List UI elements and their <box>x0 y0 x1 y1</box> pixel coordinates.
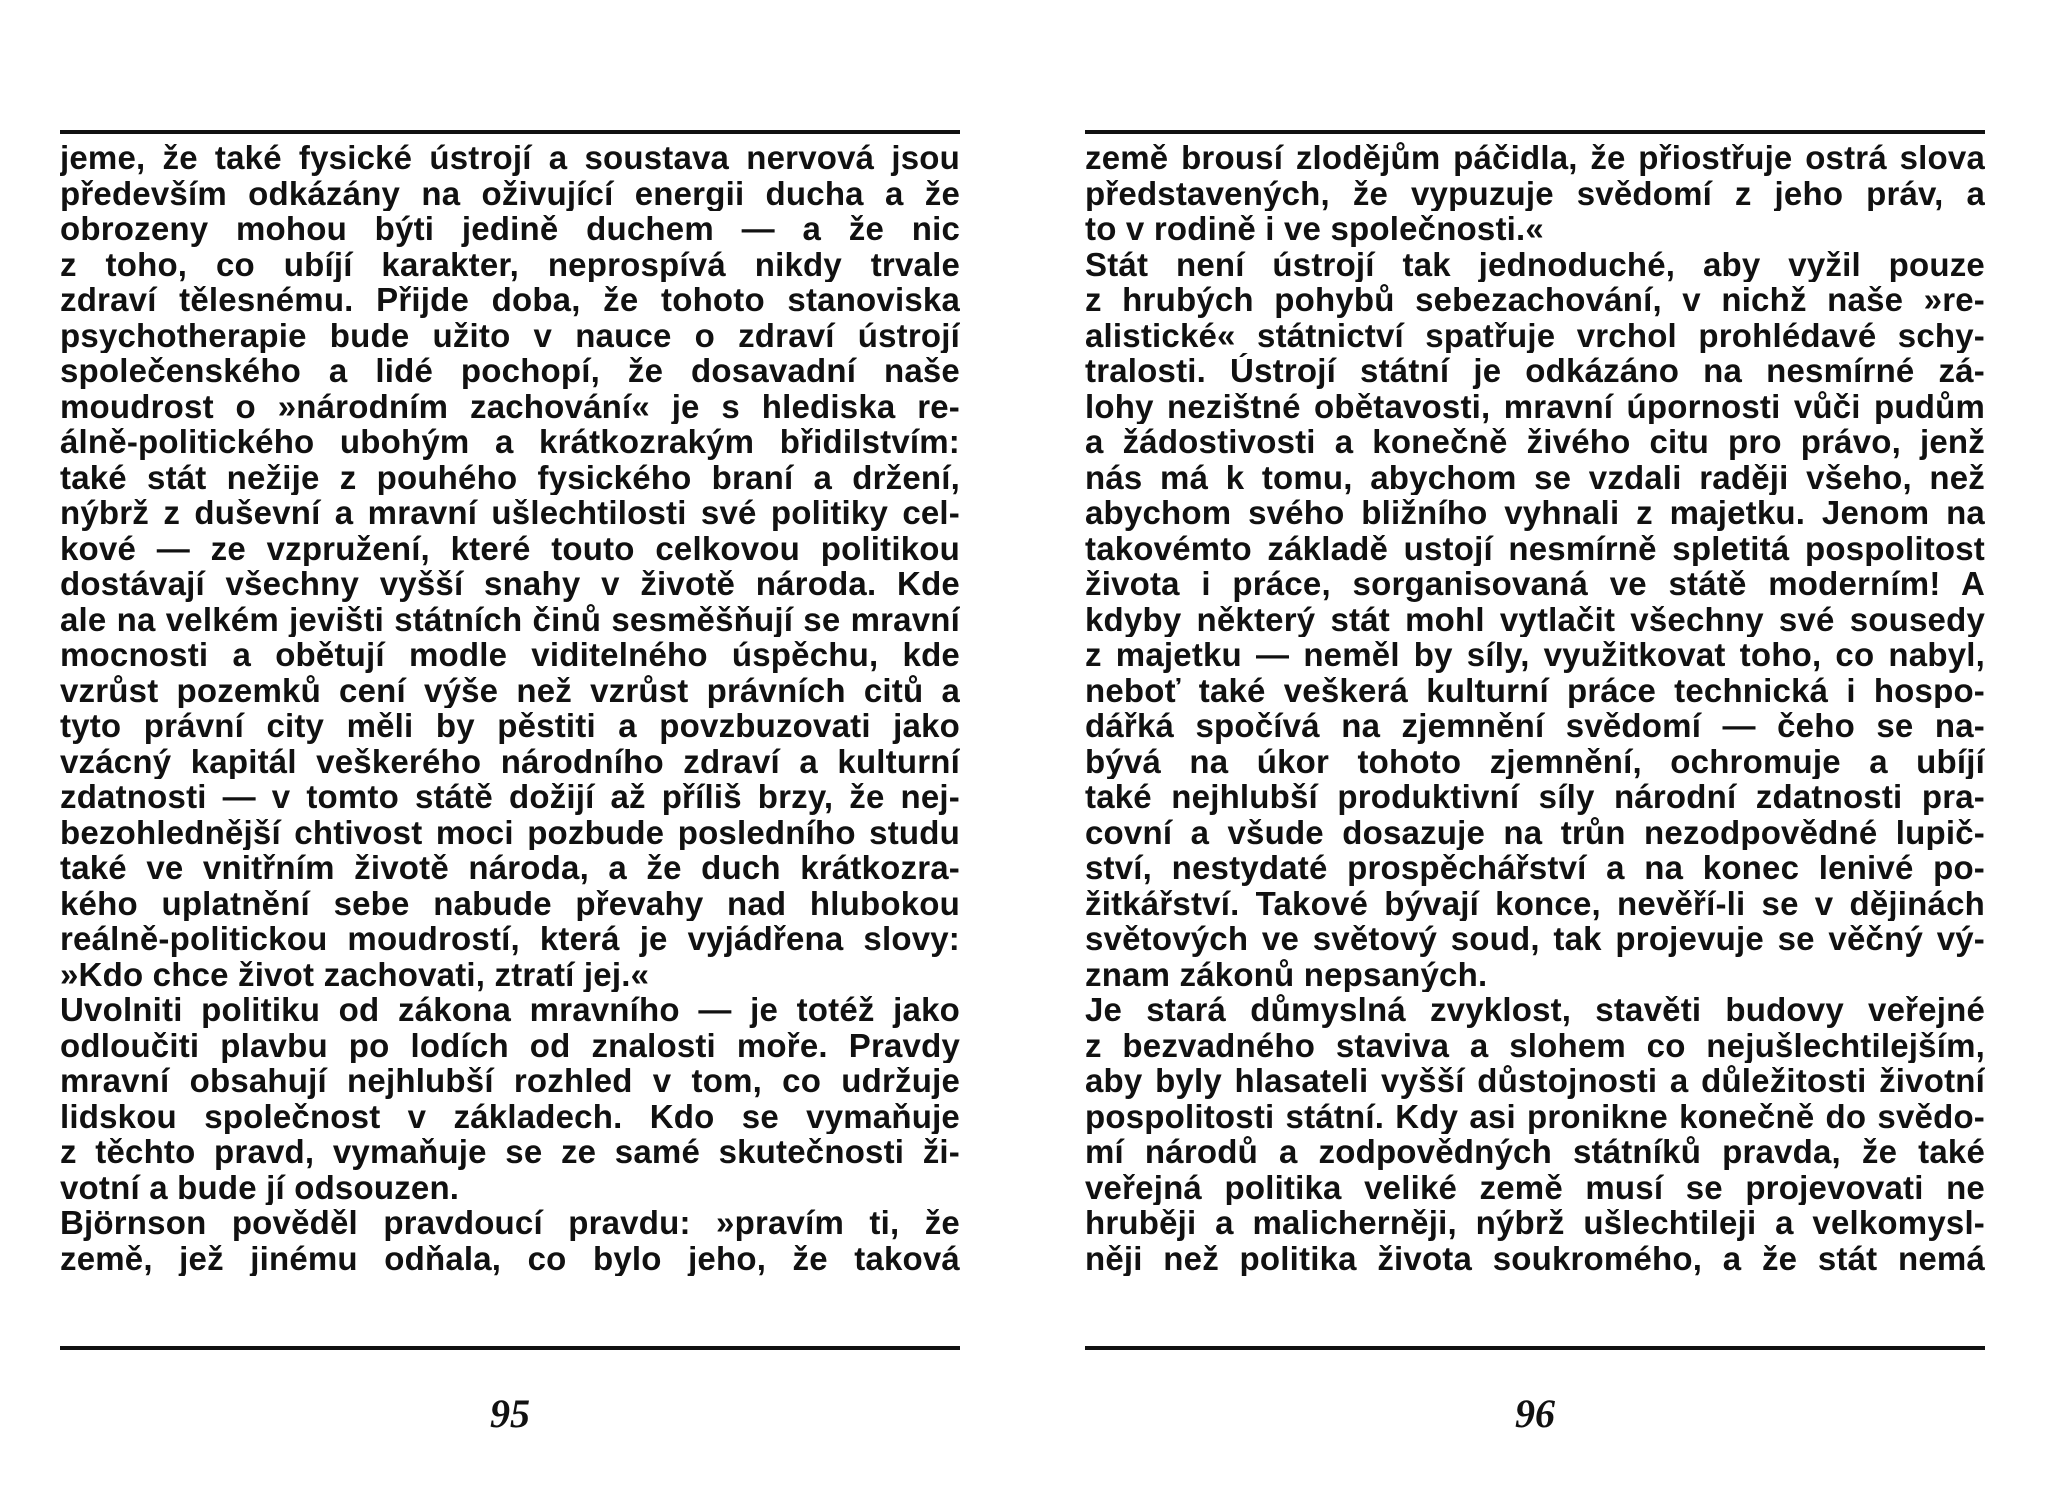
text-line: také ve vnitřním životě národa, a že duch krátkozra- <box>60 850 960 886</box>
text-line: mravní obsahují nejhlubší rozhled v tom, co udržuje <box>60 1063 960 1099</box>
text-line: kové — ze vzpružení, které touto celkovou politikou <box>60 530 960 566</box>
text-line: znam zákonů nepsaných. <box>1085 956 1488 992</box>
text-line: votní a bude jí odsouzen. <box>60 1169 460 1205</box>
page-number: 95 <box>490 1391 530 1436</box>
bottom-rule <box>1085 1346 1985 1350</box>
text-line: jeme, že také fysické ústrojí a soustava nervová jsou <box>60 140 960 176</box>
text-line: takovémto základě ustojí nesmírně spletitá pospolitost <box>1085 530 1985 566</box>
text-line: Stát není ústrojí tak jednoduché, aby vyžil pouze <box>1085 246 1985 282</box>
text-line: ale na velkém jevišti státních činů sesměšňují se mravní <box>60 601 960 637</box>
text-line: kého uplatnění sebe nabude převahy nad hlubokou <box>60 885 960 921</box>
top-rule <box>1085 130 1985 134</box>
text-line: aby byly hlasateli vyšší důstojnosti a důležitosti životní <box>1085 1063 1985 1099</box>
text-line: veřejná politika veliké země musí se projevovati ne <box>1085 1169 1985 1205</box>
text-line: společenského a lidé pochopí, že dosavadní naše <box>60 353 960 389</box>
text-line: Björnson pověděl pravdoucí pravdu: »pravím ti, že <box>60 1205 960 1241</box>
text-line: dostávají všechny vyšší snahy v životě národa. Kde <box>60 566 960 602</box>
text-line: hruběji a malicherněji, nýbrž ušlechtileji a velkomysl- <box>1085 1205 1985 1241</box>
bottom-rule <box>60 1346 960 1350</box>
text-line: zdatnosti — v tomto státě dožijí až příliš brzy, že nej- <box>60 779 960 815</box>
text-line: odloučiti plavbu po lodích od znalosti moře. Pravdy <box>60 1027 960 1063</box>
text-line: tralosti. Ústrojí státní je odkázáno na nesmírné zá- <box>1085 353 1985 389</box>
text-line: nás má k tomu, abychom se vzdali raději všeho, než <box>1085 459 1985 495</box>
text-line: mí národů a zodpovědných státníků pravda, že také <box>1085 1134 1985 1170</box>
text-line: alistické« státnictví spatřuje vrchol prohlédavé schy- <box>1085 317 1985 353</box>
text-line: lidskou společnost v základech. Kdo se vymaňuje <box>60 1098 960 1134</box>
text-line: abychom svého bližního vyhnali z majetku. Jenom na <box>1085 495 1985 531</box>
text-line: Je stará důmyslná zvyklost, stavěti budovy veřejné <box>1085 992 1985 1028</box>
left-page-text <box>60 140 960 1276</box>
text-line: psychotherapie bude užito v nauce o zdraví ústrojí <box>60 317 960 353</box>
text-line: něji než politika života soukromého, a že stát nemá <box>1085 1240 1985 1276</box>
text-line: reálně-politickou moudrostí, která je vyjádřena slovy: <box>60 921 960 957</box>
page-number: 96 <box>1515 1391 1555 1436</box>
text-line: z bezvadného staviva a slohem co nejušlechtilejším, <box>1085 1027 1985 1063</box>
text-line: obrozeny mohou býti jedině duchem — a že nic <box>60 211 960 247</box>
text-line: světových ve světový soud, tak projevuje se věčný vý- <box>1085 921 1985 957</box>
text-line: álně-politického ubohým a krátkozrakým břidilstvím: <box>60 424 960 460</box>
text-line: to v rodině i ve společnosti.« <box>1085 211 1544 247</box>
text-line: covní a všude dosazuje na trůn nezodpovědné lupič- <box>1085 814 1985 850</box>
text-line: z toho, co ubíjí karakter, neprospívá nikdy trvale <box>60 246 960 282</box>
text-line: života i práce, sorganisovaná ve státě moderním! A <box>1085 566 1985 602</box>
text-line: také stát nežije z pouhého fysického braní a držení, <box>60 459 960 495</box>
left-page <box>60 0 1020 1500</box>
text-line: kdyby některý stát mohl vytlačit všechny své sousedy <box>1085 601 1985 637</box>
text-line: především odkázány na oživující energii ducha a že <box>60 175 960 211</box>
text-line: země brousí zlodějům páčidla, že přiostřuje ostrá slova <box>1085 140 1985 176</box>
text-line: země, jež jinému odňala, co bylo jeho, že taková <box>60 1240 960 1276</box>
text-line: představených, že vypuzuje svědomí z jeho práv, a <box>1085 175 1985 211</box>
text-line: nýbrž z duševní a mravní ušlechtilosti své politiky cel- <box>60 495 960 531</box>
text-line: pospolitosti státní. Kdy asi pronikne konečně do svědo- <box>1085 1098 1985 1134</box>
text-line: vzrůst pozemků cení výše než vzrůst právních citů a <box>60 672 960 708</box>
text-line: zdraví tělesnému. Přijde doba, že tohoto stanoviska <box>60 282 960 318</box>
text-line: neboť také veškerá kulturní práce technická i hospo- <box>1085 672 1985 708</box>
text-line: z těchto pravd, vymaňuje se ze samé skutečnosti ži- <box>60 1134 960 1170</box>
text-line: vzácný kapitál veškerého národního zdraví a kulturní <box>60 743 960 779</box>
text-line: ství, nestydaté prospěchářství a na konec lenivé po- <box>1085 850 1985 886</box>
text-line: také nejhlubší produktivní síly národní zdatnosti pra- <box>1085 779 1985 815</box>
text-line: moudrost o »národním zachování« je s hlediska re- <box>60 388 960 424</box>
right-page-text <box>1085 140 1985 1276</box>
text-line: Uvolniti politiku od zákona mravního — je totéž jako <box>60 992 960 1028</box>
right-page <box>1085 0 2045 1500</box>
text-line: dářká spočívá na zjemnění svědomí — čeho se na- <box>1085 708 1985 744</box>
top-rule <box>60 130 960 134</box>
text-line: bezohlednější chtivost moci pozbude posledního studu <box>60 814 960 850</box>
text-line: a žádostivosti a konečně živého citu pro právo, jenž <box>1085 424 1985 460</box>
text-line: »Kdo chce život zachovati, ztratí jej.« <box>60 956 650 992</box>
text-line: z majetku — neměl by síly, využitkovat toho, co nabyl, <box>1085 637 1985 673</box>
text-line: žitkářství. Takové bývají konce, nevěří-li se v dějinách <box>1085 885 1985 921</box>
text-line: bývá na úkor tohoto zjemnění, ochromuje a ubíjí <box>1085 743 1985 779</box>
text-line: z hrubých pohybů sebezachování, v nichž naše »re- <box>1085 282 1985 318</box>
text-line: mocnosti a obětují modle viditelného úspěchu, kde <box>60 637 960 673</box>
text-line: lohy nezištné obětavosti, mravní úpornosti vůči pudům <box>1085 388 1985 424</box>
text-line: tyto právní city měli by pěstiti a povzbuzovati jako <box>60 708 960 744</box>
